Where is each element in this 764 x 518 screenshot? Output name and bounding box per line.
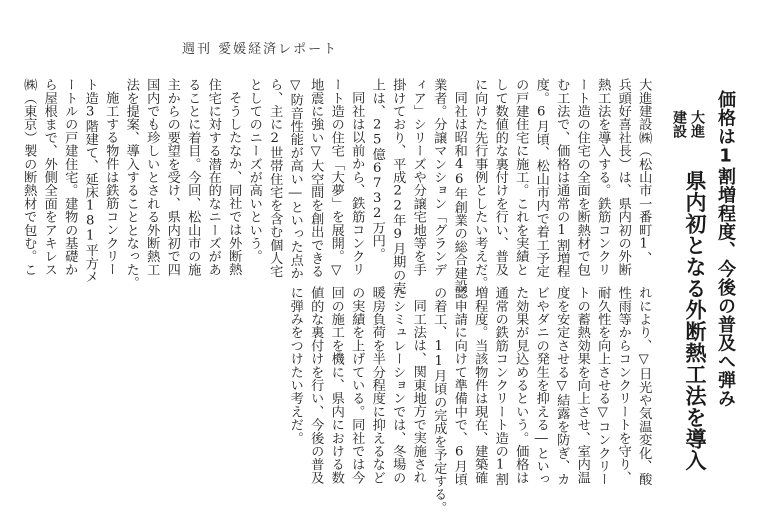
body-line: 国内でも珍しいとされる外断熱工 bbox=[144, 78, 160, 276]
body-line: ト造3階建て、延床181平方メ bbox=[82, 78, 98, 284]
body-line: 施工する物件は鉄筋コンクリー bbox=[103, 91, 119, 276]
body-line: 地震に強い▽大空間を創出できる bbox=[308, 78, 324, 278]
body-line: 業者。分譲マンション「グランデ bbox=[431, 78, 447, 276]
body-line: 通常の鉄筋コンクリート造の1割 bbox=[492, 286, 508, 486]
headline-sub: 価格は1割増程度、今後の普及へ弾み bbox=[715, 90, 736, 408]
body-line: 同社は以前から、鉄筋コンクリ bbox=[349, 91, 365, 276]
body-line: ることに着目。今回、松山市の施 bbox=[185, 78, 201, 276]
publication-name: 週刊 愛媛経済レポート bbox=[182, 42, 339, 57]
body-line: 性雨等からコンクリートを守り、 bbox=[615, 286, 631, 484]
body-line: たシミュレーションでは、冬場の bbox=[390, 286, 406, 484]
body-line: ら屋根まで、外側全面をアキレス bbox=[41, 78, 57, 276]
body-line: 法を提案、導入することとなった。 bbox=[123, 78, 139, 290]
body-line: の実績を上げている。同社では今 bbox=[349, 286, 365, 484]
body-line: ート造の住宅「大夢」を展開。▽ bbox=[328, 78, 344, 278]
body-line: 大進建設㈱（松山市一番町1、 bbox=[636, 78, 652, 265]
body-line: 耐久性を向上させる▽コンクリー bbox=[595, 286, 611, 486]
body-line: の戸建住宅に施工。これを実績と bbox=[513, 78, 529, 276]
body-line: そうしたなか、同社では外断熱 bbox=[226, 91, 242, 276]
body-line: 上は、25億6732万円。 bbox=[369, 78, 385, 261]
body-line: としてのニーズが高いという。 bbox=[246, 78, 262, 263]
company-tag-line2: 建設 bbox=[671, 110, 687, 138]
body-line: に弾みをつけたい考えだ。 bbox=[287, 286, 303, 445]
body-line: ビやダニの発生を抑える―といっ bbox=[533, 286, 549, 486]
body-line: 熱工法を導入する。鉄筋コンクリ bbox=[595, 78, 611, 276]
headline-main: 県内初となる外断熱工法を導入 bbox=[683, 170, 707, 471]
body-line: 暖房負荷を半分程度に抑えるなど bbox=[369, 286, 385, 484]
body-line: 回の施工を機に、県内における数 bbox=[328, 286, 344, 484]
body-line: ィア」シリーズや分譲宅地等を手 bbox=[410, 78, 426, 276]
body-line: トの蓄熱効果を向上させ、室内温 bbox=[574, 286, 590, 484]
body-line: 度を安定させる▽結露を防ぎ、カ bbox=[554, 286, 570, 486]
body-line: 認申請に向けて準備中で、6月頃 bbox=[451, 286, 467, 486]
body-line: 度。6月頃、松山市内で着工予定 bbox=[533, 78, 549, 278]
body-line: た効果が見込めるという。価格は bbox=[513, 286, 529, 484]
body-line: の着工、11月頃の完成を予定する。 bbox=[431, 286, 447, 514]
body-line: ら、主に2世帯住宅を含む個人宅 bbox=[267, 78, 283, 278]
body-line: れにより、▽日光や気温変化、酸 bbox=[636, 286, 652, 486]
body-line: 同工法は、関東地方で実施され bbox=[410, 299, 426, 484]
body-line: して数値的な裏付けを行い、普及 bbox=[492, 78, 508, 276]
body-line: 掛けており、平成22年9月期の売 bbox=[390, 78, 406, 295]
body-line: に向けた先行事例としたい考えだ。 bbox=[472, 78, 488, 290]
body-line: ート造の住宅の全面を断熱材で包 bbox=[574, 78, 590, 276]
body-line: 主からの要望を受け、県内初で四 bbox=[164, 78, 180, 276]
body-line: 同社は昭和46年創業の総合建設 bbox=[451, 91, 467, 293]
body-line: ㈱（東京）製の断熱材で包む。こ bbox=[21, 78, 37, 276]
body-line: 住宅に対する潜在的なニーズがあ bbox=[205, 78, 221, 276]
body-line: 値的な裏付けを行い、今後の普及 bbox=[308, 286, 324, 484]
body-line: 増程度。当該物件は現在、建築確 bbox=[472, 286, 488, 484]
body-line: 兵頭好喜社長）は、県内初の外断 bbox=[615, 78, 631, 276]
body-line: ▽防音性能が高い―といった点か bbox=[287, 78, 303, 280]
company-tag-line1: 大進 bbox=[689, 110, 705, 138]
body-line: む工法で、価格は通常の1割増程 bbox=[554, 78, 570, 278]
body-line: ートルの戸建住宅。建物の基礎か bbox=[62, 78, 78, 276]
